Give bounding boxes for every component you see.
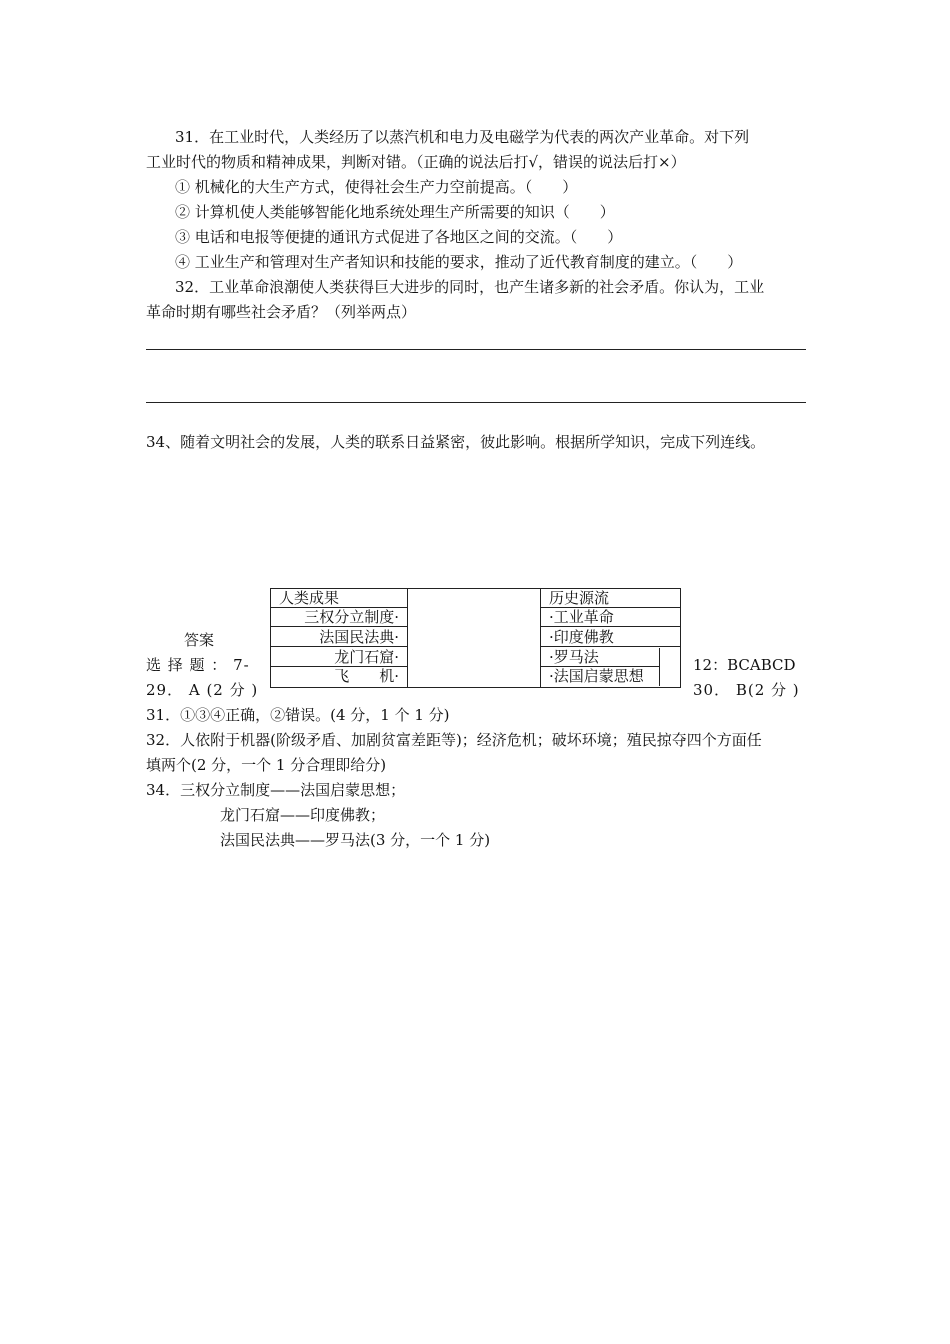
right-item-4[interactable]: ·法国启蒙思想	[541, 667, 660, 686]
q31-item-3: ③ 电话和电报等便捷的通讯方式促进了各地区之间的交流。（ ）	[175, 228, 623, 246]
answer-q34-line2: 龙门石窟——印度佛教；	[220, 806, 386, 824]
connection-area[interactable]	[408, 589, 541, 687]
left-header: 人类成果	[271, 589, 407, 608]
q32-line2: 革命时期有哪些社会矛盾？（列举两点）	[146, 303, 417, 321]
answer-line-1[interactable]	[146, 349, 806, 350]
q34-prompt: 34、随着文明社会的发展，人类的联系日益紧密，彼此影响。根据所学知识，完成下列连线。	[146, 433, 766, 451]
answers-choice-prefix: 选 择 题 ： 7-	[146, 656, 250, 674]
right-header: 历史源流	[541, 589, 680, 608]
answer-q34-line1: 34．三权分立制度——法国启蒙思想；	[146, 781, 406, 799]
q31-item-1: ① 机械化的大生产方式，使得社会生产力空前提高。（ ）	[175, 178, 578, 196]
answer-q30: 30． B(2 分 )	[693, 681, 800, 699]
left-column	[271, 589, 408, 687]
answer-q34-line3: 法国民法典——罗马法(3 分，一个 1 分)	[220, 831, 491, 849]
right-item-3[interactable]: ·罗马法	[541, 648, 660, 667]
answer-q29: 29． A (2 分 )	[146, 681, 259, 699]
answer-q31: 31．①③④正确，②错误。(4 分，1 个 1 分)	[146, 706, 450, 724]
right-item-1[interactable]: ·工业革命	[541, 608, 680, 627]
answer-q32-line1: 32．人依附于机器(阶级矛盾、加剧贫富差距等)；经济危机；破坏环境；殖民掠夺四个方面任	[146, 731, 762, 749]
left-item-1[interactable]: 三权分立制度·	[271, 608, 407, 627]
right-column	[541, 589, 680, 687]
left-item-2[interactable]: 法国民法典·	[271, 628, 407, 647]
answers-choice-suffix: 12：BCABCD	[693, 656, 796, 674]
q31-item-2: ② 计算机使人类能够智能化地系统处理生产所需要的知识（ ）	[175, 203, 615, 221]
q31-item-4: ④ 工业生产和管理对生产者知识和技能的要求，推动了近代教育制度的建立。（ ）	[175, 253, 743, 271]
answer-q32-line2: 填两个(2 分，一个 1 分合理即给分)	[146, 756, 387, 774]
q32-line1: 32．工业革命浪潮使人类获得巨大进步的同时，也产生诸多新的社会矛盾。你认为，工业	[175, 278, 765, 296]
answer-line-2[interactable]	[146, 402, 806, 403]
q31-intro-line2: 工业时代的物质和精神成果，判断对错。（正确的说法后打√，错误的说法后打×）	[146, 153, 686, 171]
left-item-3[interactable]: 龙门石窟·	[271, 648, 407, 667]
right-item-2[interactable]: ·印度佛教	[541, 628, 680, 647]
q31-intro-line1: 31．在工业时代，人类经历了以蒸汽机和电力及电磁学为代表的两次产业革命。对下列	[175, 128, 750, 146]
left-item-4[interactable]: 飞 机·	[334, 667, 399, 685]
answers-title: 答案	[184, 631, 215, 649]
matching-table	[270, 588, 681, 688]
